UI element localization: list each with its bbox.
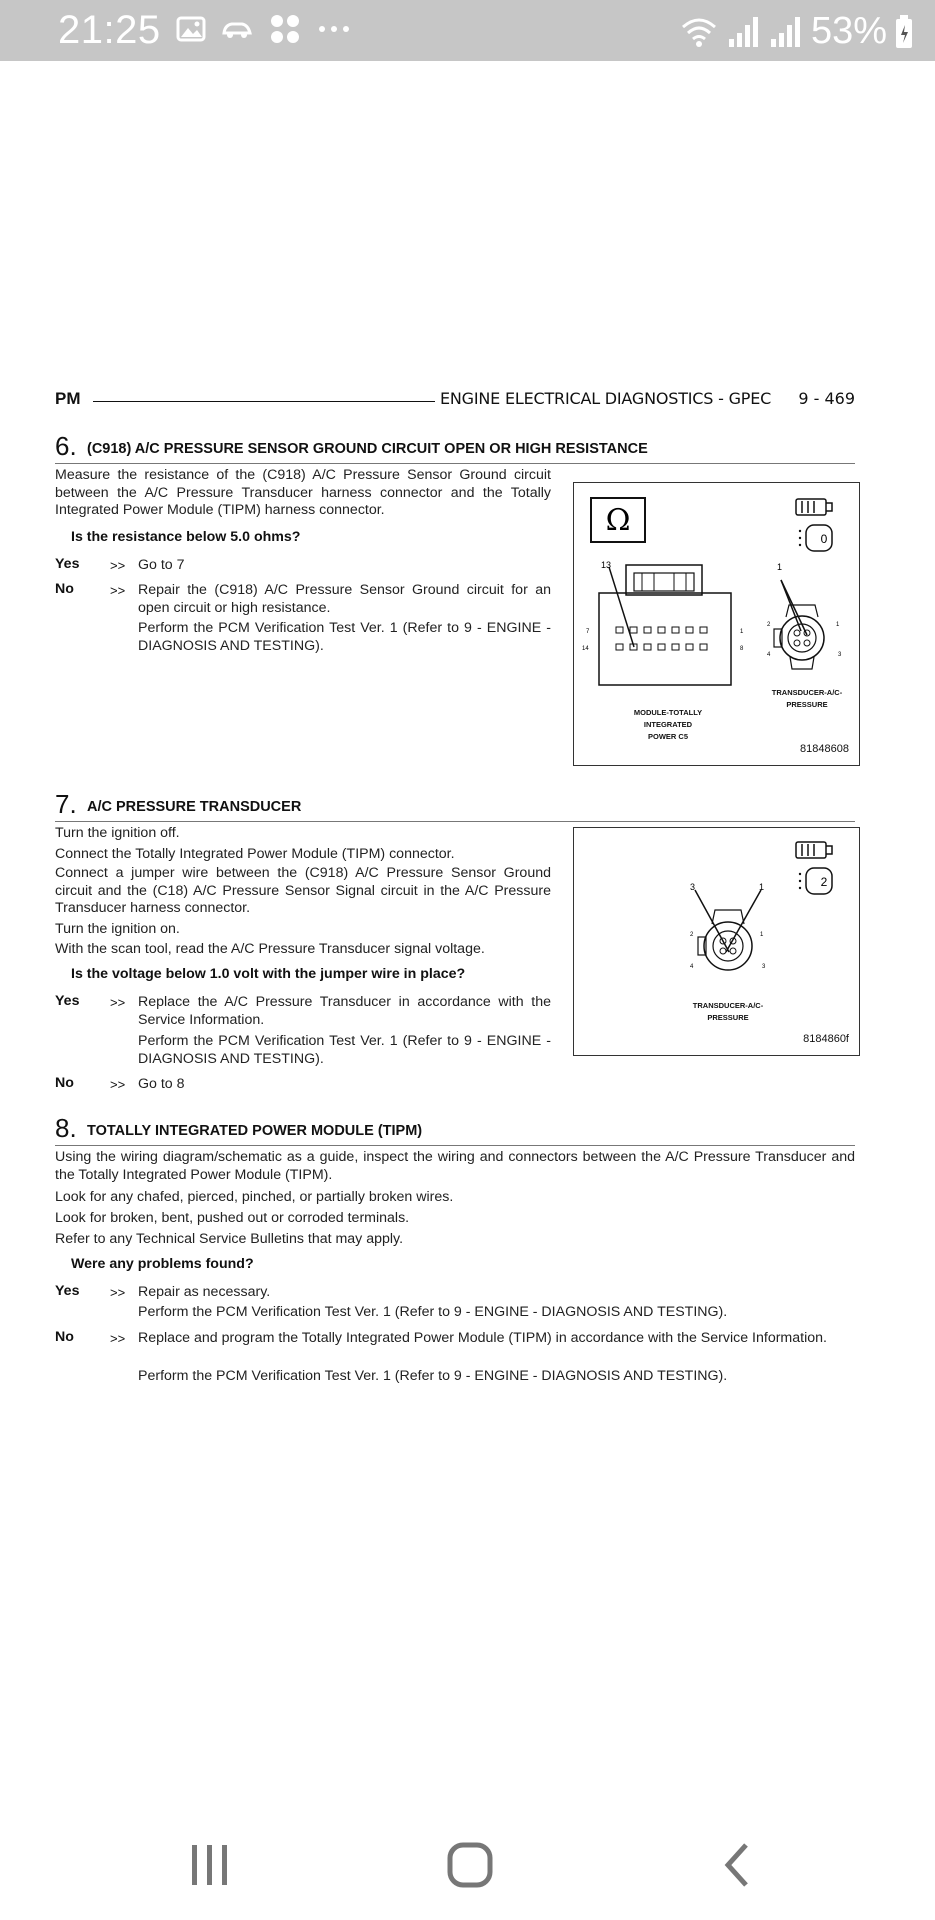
- yes-label: Yes: [55, 556, 80, 572]
- svg-text:Ω: Ω: [605, 503, 631, 538]
- pin-4: 4: [690, 964, 694, 970]
- wifi-icon: [679, 15, 719, 49]
- pin-1: 1: [740, 629, 744, 635]
- no-arrow: >>: [110, 1077, 126, 1092]
- caption-module: MODULE-TOTALLY INTEGRATED POWER C5: [633, 708, 703, 741]
- transducer-pin-1: 1: [836, 622, 840, 628]
- transducer-pin-3: 3: [838, 652, 842, 658]
- yes-arrow: >>: [110, 995, 126, 1010]
- no-action: Replace and program the Totally Integrated Power Module (TIPM) in accordance with the Service Information.: [138, 1330, 827, 1346]
- home-button[interactable]: [446, 1840, 494, 1890]
- signal-icon: [727, 15, 761, 49]
- header-title: ENGINE ELECTRICAL DIAGNOSTICS - GPEC: [440, 389, 772, 408]
- recent-apps-button[interactable]: [186, 1840, 234, 1890]
- no-arrow: >>: [110, 583, 126, 598]
- step-number: 7.: [55, 789, 77, 819]
- no-action-verify: Perform the PCM Verification Test Ver. 1 (Refer to 9 - ENGINE - DIAGNOSIS AND TESTING).: [138, 620, 551, 654]
- battery-percent: 53%: [810, 10, 887, 52]
- step-8: [55, 1115, 855, 1395]
- yes-action: Replace the A/C Pressure Transducer in accordance with the Service Information.: [138, 994, 551, 1028]
- no-label: No: [55, 581, 74, 597]
- status-time: 21:25: [58, 8, 161, 52]
- yes-action-verify: Perform the PCM Verification Test Ver. 1 (Refer to 9 - ENGINE - DIAGNOSIS AND TESTING).: [138, 1033, 551, 1067]
- back-button[interactable]: [718, 1840, 758, 1890]
- instruction-1: Turn the ignition off.: [55, 825, 180, 841]
- no-action: Repair the (C918) A/C Pressure Sensor Ground circuit for an open circuit or high resistance.: [138, 582, 551, 616]
- header-rule: [93, 401, 435, 402]
- step-heading: [55, 433, 855, 464]
- figure-id: 81848608: [800, 743, 849, 755]
- pin-3-callout: 3: [690, 882, 696, 892]
- step-6: [55, 433, 855, 768]
- instruction-1: Using the wiring diagram/schematic as a guide, inspect the wiring and connectors between the A/C Pressure Transducer and the Totally Integrated Power Module (TIPM).: [55, 1149, 855, 1183]
- connector-diagram-figure: [573, 482, 860, 766]
- status-bar: [0, 0, 935, 61]
- yes-action: Repair as necessary.: [138, 1284, 271, 1300]
- transducer-pin-1-callout: 1: [777, 562, 783, 572]
- transducer-connector: [695, 890, 761, 970]
- no-action-verify: Perform the PCM Verification Test Ver. 1 (Refer to 9 - ENGINE - DIAGNOSIS AND TESTING).: [138, 1368, 728, 1384]
- instruction-4: Refer to any Technical Service Bulletins that may apply.: [55, 1231, 404, 1247]
- step-number: 6.: [55, 431, 77, 461]
- step-number: 8.: [55, 1113, 77, 1143]
- page-header: [55, 385, 855, 415]
- pin-13: 13: [601, 560, 612, 570]
- transducer-connector: [774, 580, 824, 669]
- no-arrow: >>: [110, 1331, 126, 1346]
- yes-action-verify: Perform the PCM Verification Test Ver. 1 (Refer to 9 - ENGINE - DIAGNOSIS AND TESTING).: [138, 1304, 728, 1320]
- yes-arrow: >>: [110, 558, 126, 573]
- instruction-3: Look for broken, bent, pushed out or corroded terminals.: [55, 1210, 410, 1226]
- pin-2: 2: [690, 932, 694, 938]
- tipm-connector: [599, 565, 731, 685]
- step-heading: [55, 1115, 855, 1146]
- step-title: TOTALLY INTEGRATED POWER MODULE (TIPM): [87, 1123, 423, 1139]
- pin-1: 1: [760, 932, 764, 938]
- transducer-pin-4: 4: [767, 652, 771, 658]
- step-question: Is the voltage below 1.0 volt with the jumper wire in place?: [71, 966, 466, 982]
- transducer-pin-2: 2: [767, 622, 771, 628]
- yes-action: Go to 7: [138, 557, 185, 573]
- instruction-5: With the scan tool, read the A/C Pressure Transducer signal voltage.: [55, 941, 485, 957]
- battery-icon: [895, 15, 913, 49]
- caption-transducer: TRANSDUCER-A/C-PRESSURE: [692, 1001, 764, 1022]
- no-label: No: [55, 1075, 74, 1091]
- caption-transducer: TRANSDUCER-A/C-PRESSURE: [771, 688, 843, 709]
- meter-digit: 2: [820, 875, 828, 889]
- notification-icons: [176, 12, 352, 46]
- figure-id: 8184860f: [803, 1033, 849, 1045]
- step-title: A/C PRESSURE TRANSDUCER: [87, 799, 302, 815]
- step-question: Were any problems found?: [71, 1256, 254, 1272]
- pin-7: 7: [586, 629, 590, 635]
- no-action: Go to 8: [138, 1076, 185, 1092]
- meter-digit: 0: [820, 532, 828, 546]
- instruction-4: Turn the ignition on.: [55, 921, 180, 937]
- step-question: Is the resistance below 5.0 ohms?: [71, 529, 301, 545]
- gallery-icon: [176, 15, 206, 43]
- status-right: [679, 10, 913, 53]
- pin-8: 8: [740, 646, 744, 652]
- step-heading: [55, 791, 855, 822]
- step-instructions: Measure the resistance of the (C918) A/C Pressure Sensor Ground circuit between the A/C Pressure Transducer harness connector and the Totally Integrated Power Module (TIPM) harness connector.: [55, 467, 551, 518]
- yes-label: Yes: [55, 993, 80, 1009]
- step-7: [55, 791, 855, 1091]
- more-icon: [316, 24, 352, 34]
- page-number: 9 - 469: [798, 389, 855, 408]
- instruction-2: Connect the Totally Integrated Power Module (TIPM) connector.: [55, 846, 455, 862]
- transducer-diagram-figure: [573, 827, 860, 1056]
- instruction-2: Look for any chafed, pierced, pinched, or partially broken wires.: [55, 1189, 454, 1205]
- step-title: (C918) A/C PRESSURE SENSOR GROUND CIRCUIT OPEN OR HIGH RESISTANCE: [87, 441, 648, 457]
- yes-arrow: >>: [110, 1285, 126, 1300]
- pin-1-callout: 1: [759, 882, 765, 892]
- navigation-bar: [0, 1820, 935, 1920]
- yes-label: Yes: [55, 1283, 80, 1299]
- pin-14: 14: [582, 646, 589, 652]
- ohmmeter-icon: [591, 498, 645, 542]
- pin-3: 3: [762, 964, 766, 970]
- instruction-3: Connect a jumper wire between the (C918) A/C Pressure Sensor Ground circuit and the (C18) A/C Pressure Sensor Signal circuit in the A/C Pressure Transducer harness connector.: [55, 865, 551, 916]
- connector-diagram: [574, 483, 859, 765]
- apps-icon: [268, 12, 302, 46]
- car-icon: [220, 15, 254, 43]
- header-section: PM: [55, 389, 81, 408]
- signal-icon-2: [769, 15, 803, 49]
- no-label: No: [55, 1329, 74, 1345]
